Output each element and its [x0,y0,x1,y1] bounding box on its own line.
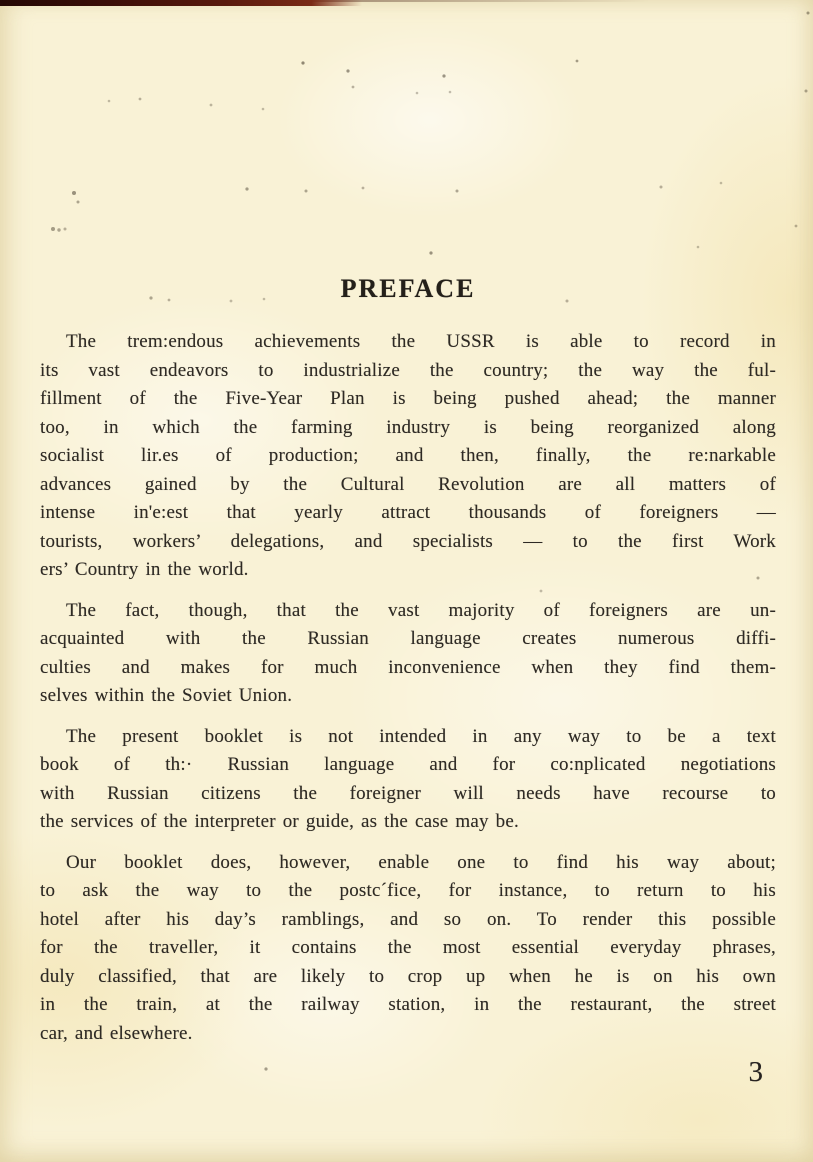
text-line: intense in'e:est that yearly attract thousands of foreigners — [40,502,776,523]
text-line: The trem:endous achievements the USSR is able to record in [66,331,776,352]
top-edge-band [0,0,362,6]
text-line: with Russian citizens the foreigner will needs have recourse to [40,782,776,804]
text-line: socialist lir.es of production; and then, finally, the re:narkable [40,445,776,466]
text-line: book of th:· Russian language and for co:nplicated negotiations [40,754,776,775]
page-title: PREFACE [340,274,476,303]
paragraph [40,328,776,585]
text-line: in the train, at the railway station, in the restaurant, the street [40,994,776,1015]
text-line: to ask the way to the postc´fice, for instance, to return to his [40,880,776,901]
text-line: Our booklet does, however, enable one to find his way about; [66,851,776,873]
page-content [40,274,776,1048]
text-line: selves within the Soviet Union. [40,685,293,706]
text-line: ers’ Country in the world. [40,559,249,580]
text-line: tourists, workers’ delegations, and specialists — to the first Work [40,530,776,552]
text-line: duly classified, that are likely to crop up when he is on his own [40,965,776,987]
paragraph [40,723,776,837]
text-line: culties and makes for much inconvenience when they find them- [40,656,776,678]
text-line: hotel after his day’s ramblings, and so on. To render this possible [40,908,776,930]
text-line: advances gained by the Cultural Revolution are all matters of [40,473,776,495]
text-line: The fact, though, that the vast majority of foreigners are un- [66,599,776,621]
text-line: the services of the interpreter or guide, as the case may be. [40,811,519,832]
text-line: car, and elsewhere. [40,1022,193,1044]
preface-paragraphs [40,328,776,1048]
paragraph [40,849,776,1049]
text-line: its vast endeavors to industrialize the country; the way the ful- [40,359,776,381]
text-line: too, in which the farming industry is being reorganized along [40,416,776,438]
text-line: acquainted with the Russian language creates numerous diffi- [40,628,776,649]
text-line: The present booklet is not intended in any way to be a text [66,725,776,747]
text-line: fillment of the Five-Year Plan is being pushed ahead; the manner [40,388,776,409]
paragraph [40,597,776,711]
text-line: for the traveller, it contains the most essential everyday phrases, [40,937,776,958]
page-number: 3 [748,1056,763,1088]
